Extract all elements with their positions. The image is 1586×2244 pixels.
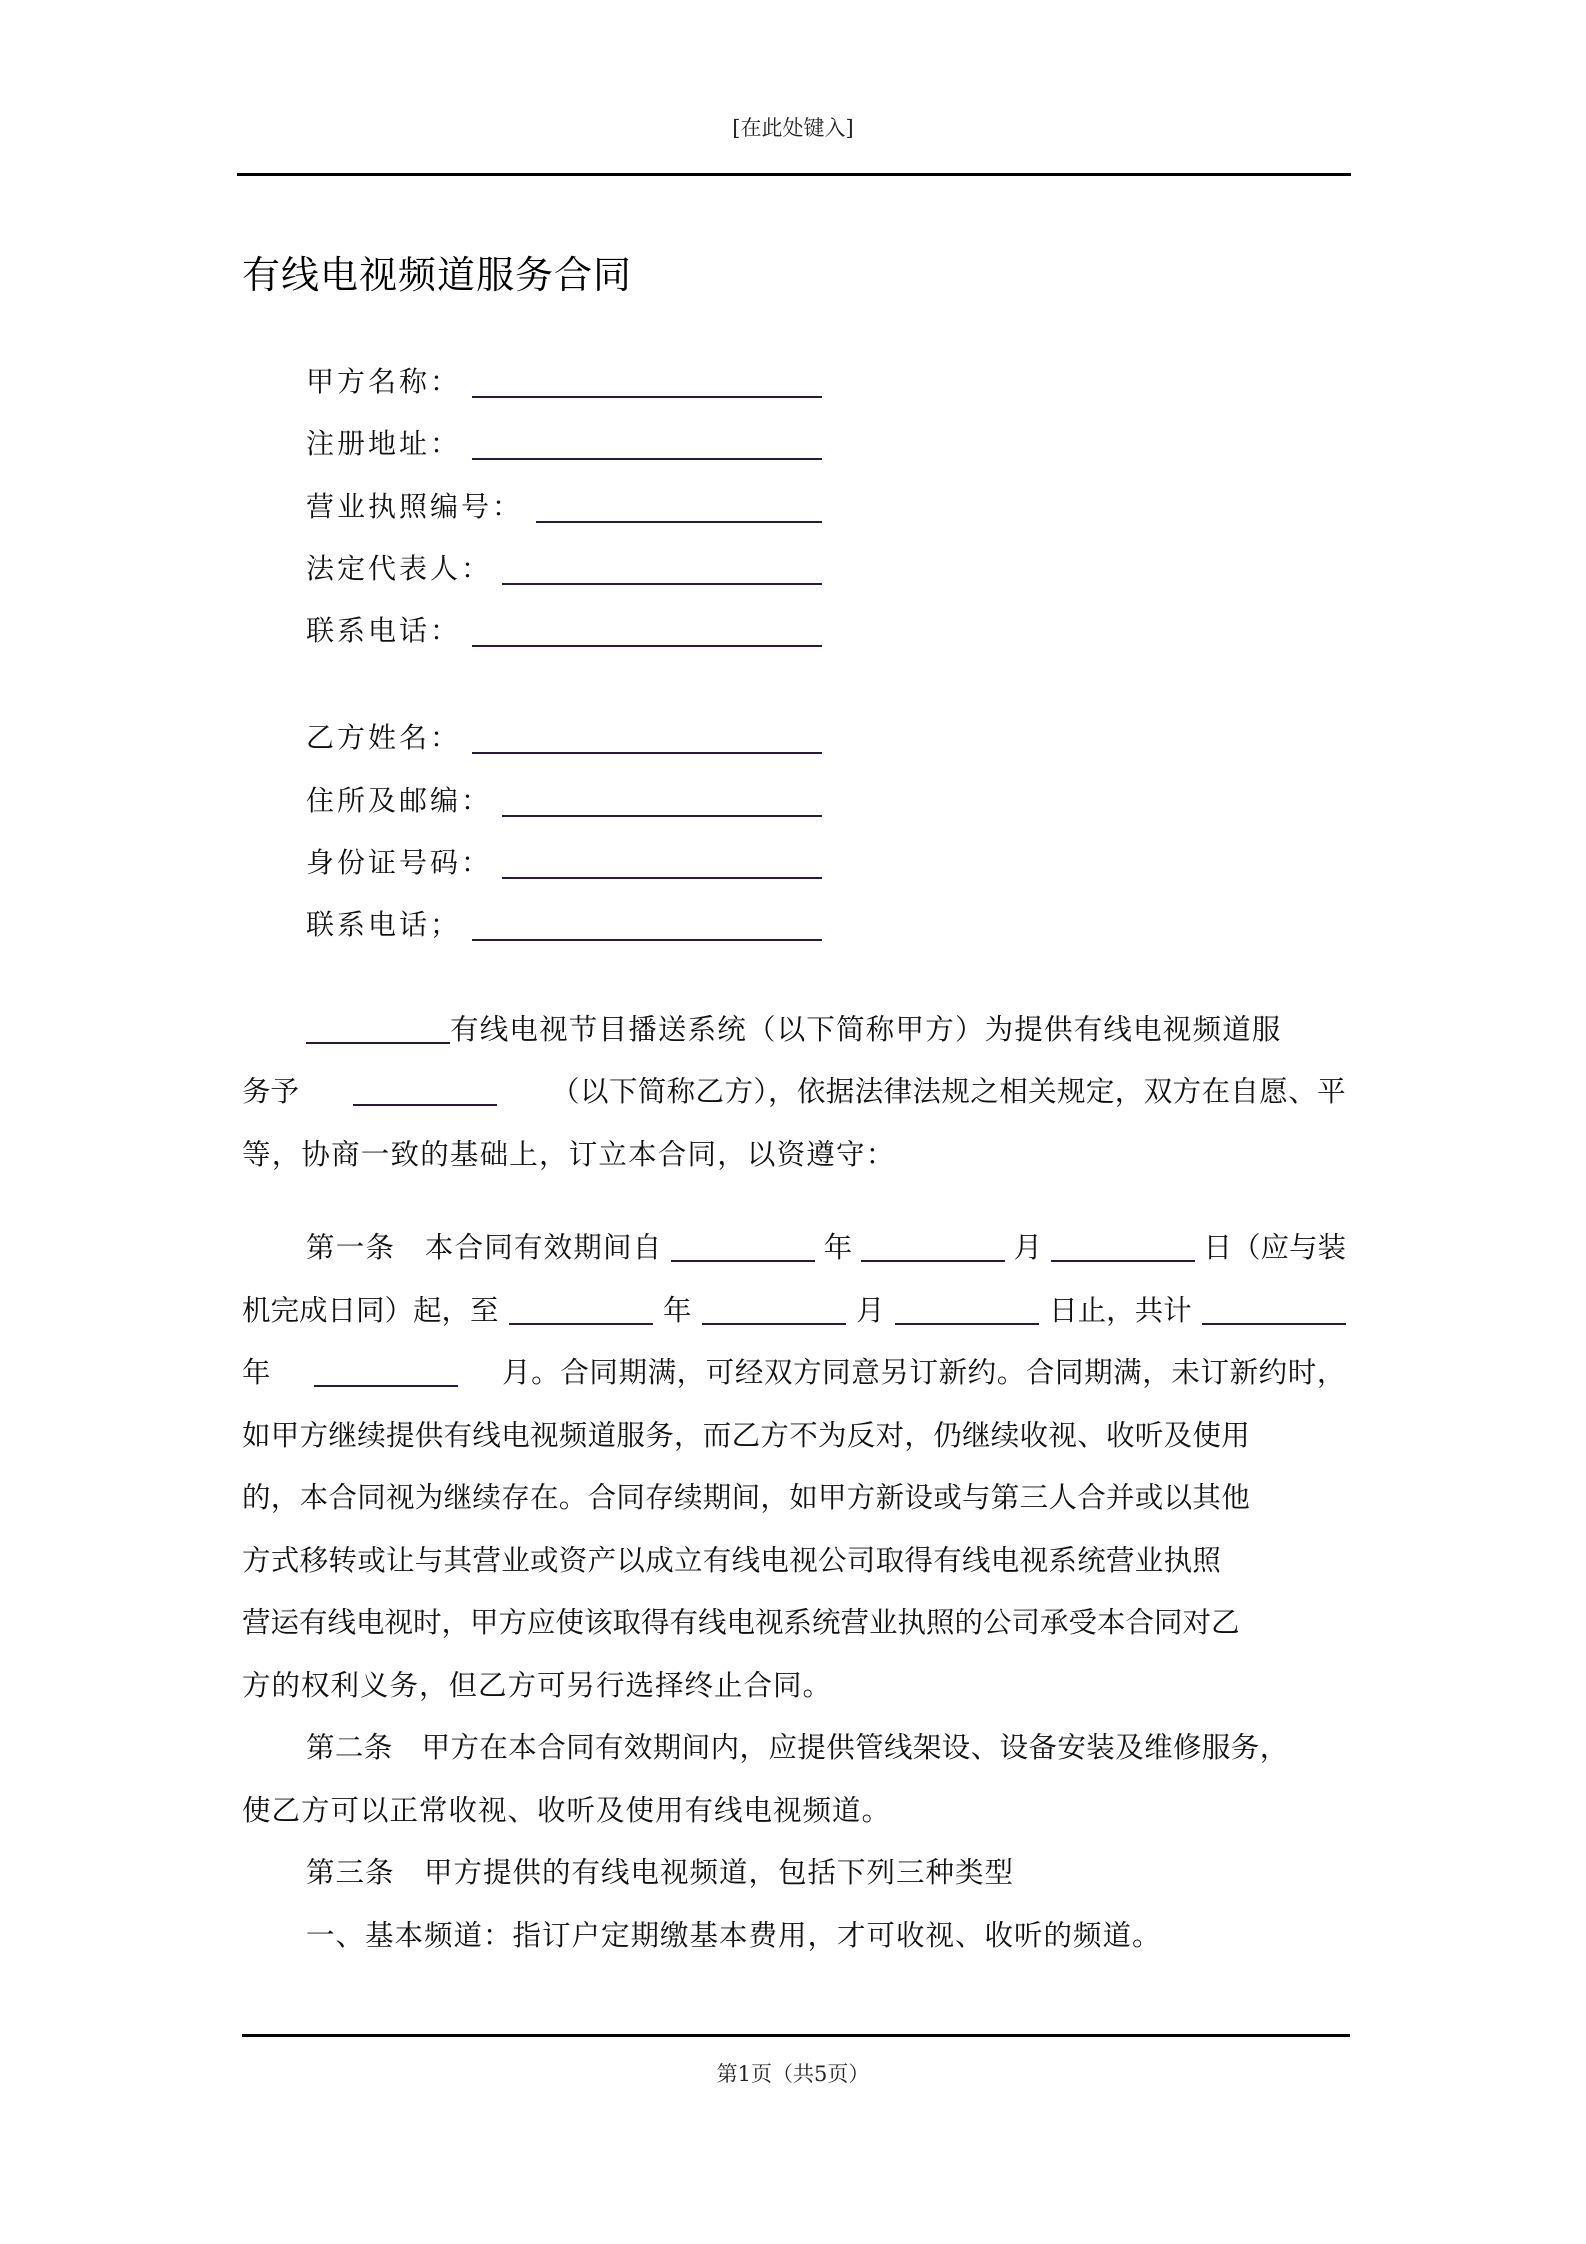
document-title: 有线电视频道服务合同 — [242, 253, 633, 297]
page-header-placeholder[interactable]: [在此处键入] — [732, 116, 854, 140]
intro-text-3: 等，协商一致的基础上，订立本合同，以资遵守： — [242, 1138, 896, 1171]
article3-item-1 — [242, 1916, 1346, 1956]
party-a-name-field[interactable] — [306, 360, 822, 400]
total-months-blank[interactable] — [314, 1385, 458, 1387]
article1-line-3 — [242, 1353, 1346, 1393]
article2-line-1 — [242, 1728, 1346, 1768]
party-b-phone-input[interactable] — [472, 939, 822, 941]
party-b-name-input[interactable] — [472, 752, 822, 754]
article1-text-2a: 机完成日同）起，至 — [242, 1294, 499, 1327]
field-label: 住所及邮编： — [306, 784, 493, 817]
field-label: 注册地址： — [306, 427, 462, 460]
article1-line-6 — [242, 1541, 1346, 1581]
end-month-blank[interactable] — [702, 1323, 846, 1325]
footer-rule — [242, 2034, 1350, 2037]
end-year-blank[interactable] — [509, 1323, 653, 1325]
article1-text-1b: 日（应与装 — [1203, 1231, 1346, 1264]
article3-item1-text: 一、基本频道：指订户定期缴基本费用，才可收视、收听的频道。 — [306, 1919, 1162, 1952]
party-a-phone-input[interactable] — [472, 645, 822, 647]
end-day-blank[interactable] — [895, 1323, 1039, 1325]
year-label: 年 — [823, 1231, 853, 1264]
month-label: 月 — [1013, 1231, 1043, 1264]
system-name-blank[interactable] — [306, 1042, 450, 1044]
article1-text-8: 方的权利义务，但乙方可另行选择终止合同。 — [242, 1669, 833, 1702]
year-label: 年 — [242, 1356, 271, 1389]
article2-line-2 — [242, 1791, 1346, 1831]
field-label: 联系电话； — [306, 908, 462, 941]
intro-line-1 — [242, 1010, 1346, 1050]
party-a-address-field[interactable] — [306, 422, 822, 462]
intro-line-3 — [242, 1135, 1346, 1175]
party-b-id-field[interactable] — [306, 841, 822, 881]
party-b-address-field[interactable] — [306, 779, 822, 819]
start-day-blank[interactable] — [1051, 1260, 1195, 1262]
article1-text-6: 方式移转或让与其营业或资产以成立有线电视公司取得有线电视系统营业执照 — [242, 1544, 1222, 1577]
article3-text-1: 第三条 甲方提供的有线电视频道，包括下列三种类型 — [306, 1856, 1015, 1889]
party-b-id-input[interactable] — [502, 877, 822, 879]
intro-line-2 — [242, 1072, 1346, 1112]
article2-text-1: 第二条 甲方在本合同有效期间内，应提供管线架设、设备安装及维修服务， — [306, 1731, 1289, 1764]
article1-text-4: 如甲方继续提供有线电视频道服务，而乙方不为反对，仍继续收视、收听及使用 — [242, 1419, 1251, 1452]
intro-text — [450, 1010, 1346, 1050]
article1-line-4 — [242, 1416, 1346, 1456]
party-b-phone-field[interactable] — [306, 903, 822, 943]
header-rule — [237, 173, 1351, 176]
start-year-blank[interactable] — [671, 1260, 815, 1262]
article1-text-3: 月。合同期满，可经双方同意另订新约。合同期满，未订新约时， — [502, 1356, 1346, 1389]
start-month-blank[interactable] — [861, 1260, 1005, 1262]
party-a-legal-rep-field[interactable] — [306, 547, 822, 587]
party-b-name-field[interactable] — [306, 716, 822, 756]
field-label: 身份证号码： — [306, 846, 493, 879]
article3-line-1 — [242, 1853, 1346, 1893]
field-label: 营业执照编号： — [306, 490, 524, 523]
article1-text-1a: 第一条 本合同有效期间自 — [306, 1231, 663, 1264]
party-a-phone-field[interactable] — [306, 609, 822, 649]
article1-line-8 — [242, 1666, 1346, 1706]
month-label: 月 — [856, 1294, 885, 1327]
article1-line-7 — [242, 1603, 1346, 1643]
field-label: 乙方姓名： — [306, 721, 462, 754]
article1-text-7: 营运有线电视时，甲方应使该取得有线电视系统营业执照的公司承受本合同对乙 — [242, 1606, 1240, 1639]
page-number: 第1页（共5页） — [716, 2062, 870, 2086]
party-a-legal-rep-input[interactable] — [502, 583, 822, 585]
article1-line-1 — [242, 1228, 1346, 1268]
party-a-address-input[interactable] — [472, 458, 822, 460]
article1-line-5 — [242, 1478, 1346, 1518]
party-b-name-blank[interactable] — [353, 1104, 497, 1106]
field-label: 法定代表人： — [306, 552, 493, 585]
field-label: 甲方名称： — [306, 365, 462, 398]
intro-text-2b: （以下简称乙方），依据法律法规之相关规定，双方在自愿、平 — [551, 1075, 1346, 1108]
party-a-license-field[interactable] — [306, 485, 822, 525]
party-b-address-input[interactable] — [502, 815, 822, 817]
article1-line-2 — [242, 1291, 1346, 1331]
article2-text-2: 使乙方可以正常收视、收听及使用有线电视频道。 — [242, 1794, 892, 1827]
article1-text-5: 的，本合同视为继续存在。合同存续期间，如甲方新设或与第三人合并或以其他 — [242, 1481, 1251, 1514]
year-label: 年 — [663, 1294, 692, 1327]
party-a-name-input[interactable] — [472, 396, 822, 398]
party-a-license-input[interactable] — [536, 521, 822, 523]
intro-text-2a: 务予 — [242, 1075, 300, 1108]
article1-text-2b: 日止，共计 — [1049, 1294, 1192, 1327]
field-label: 联系电话： — [306, 614, 462, 647]
intro-text-1: 有线电视节目播送系统（以下简称甲方）为提供有线电视频道服 — [450, 1013, 1282, 1046]
total-years-blank[interactable] — [1202, 1323, 1346, 1325]
